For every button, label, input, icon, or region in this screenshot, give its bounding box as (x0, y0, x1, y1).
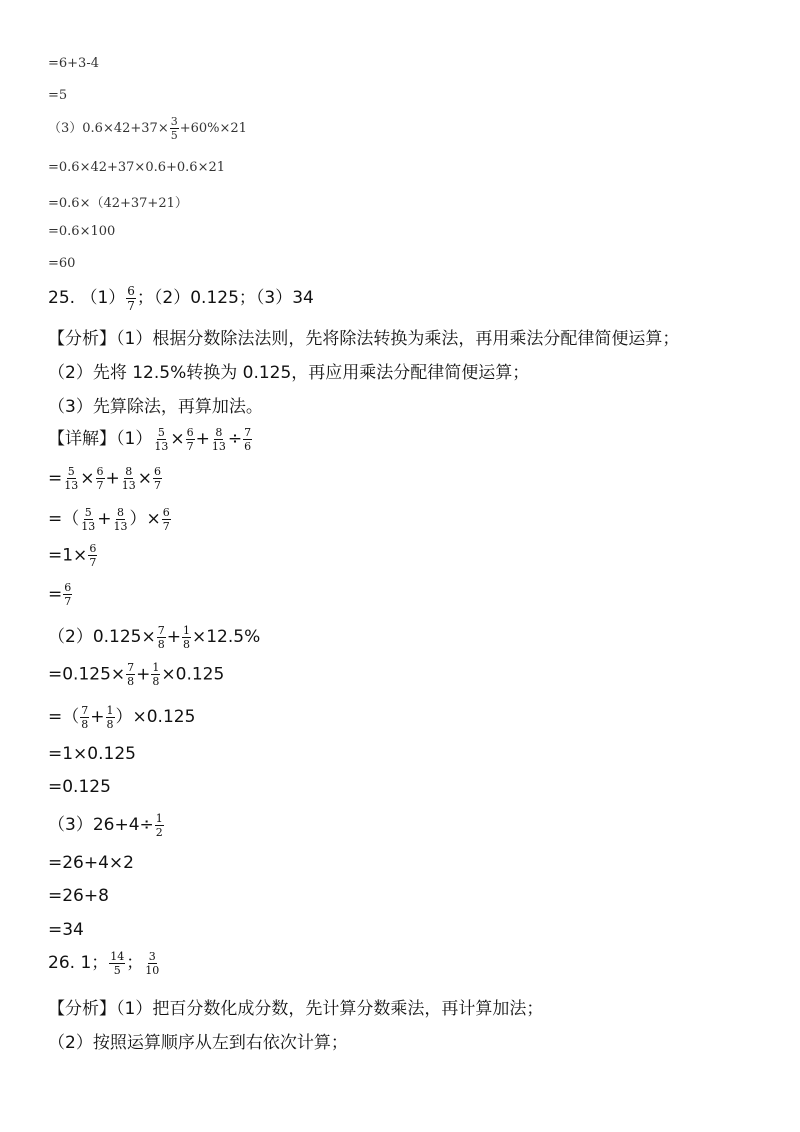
fraction: $\frac{7}{8}$ (81, 703, 89, 731)
fraction: $\frac{3}{10}$ (145, 949, 160, 977)
step-line: =1× $\frac{6}{7}$ (48, 542, 97, 569)
analysis-text: （3）先算除法，再算加法。 (48, 397, 263, 417)
step-line: = $\frac{5}{13}$ × $\frac{6}{7}$ + $\frac{8}{13}$ × $\frac{6}{7}$ (48, 465, 161, 492)
step-line: =0.6×42+37×0.6+0.6×21 (48, 160, 226, 175)
step-line: =1×0.125 (48, 744, 136, 764)
step-line: =0.125 (48, 777, 111, 797)
analysis-text: 【分析】（1）根据分数除法法则，先将除法转换为乘法，再用乘法分配律简便运算； (48, 329, 680, 349)
fraction: $\frac{8}{13}$ (113, 505, 128, 533)
step-line: =0.6×100 (48, 224, 116, 239)
analysis-text: （2）按照运算顺序从左到右依次计算； (48, 1033, 348, 1053)
fraction: $\frac{6}{7}$ (64, 581, 72, 608)
detail-heading: 【详解】（1） $\frac{5}{13}$ × $\frac{6}{7}$ + $\frac{8}{13}$ ÷ $\frac{7}{6}$ (48, 425, 252, 453)
step-line: =6+3-4 (48, 56, 99, 71)
step-line: （2）0.125× $\frac{7}{8}$ + $\frac{1}{8}$ ×12.5% (48, 623, 261, 651)
fraction: $\frac{3}{5}$ (170, 115, 178, 142)
step-line: =26+4×2 (48, 853, 134, 873)
fraction: $\frac{8}{13}$ (211, 425, 226, 453)
step-line: =26+8 (48, 886, 109, 906)
fraction: $\frac{5}{13}$ (81, 505, 96, 533)
step-line: = $\frac{6}{7}$ (48, 581, 72, 608)
analysis-text: （2）先将 12.5%转换为 0.125，再应用乘法分配律简便运算； (48, 363, 530, 383)
fraction: $\frac{7}{8}$ (157, 623, 165, 651)
step-line: =34 (48, 920, 84, 940)
fraction: $\frac{5}{13}$ (64, 465, 79, 492)
fraction: $\frac{5}{13}$ (154, 425, 169, 453)
step-line: =0.6×（42+37+21） (48, 196, 188, 211)
step-line: =（ $\frac{7}{8}$ + $\frac{1}{8}$ ）×0.125 (48, 703, 196, 731)
answer-25: 25. （1） $\frac{6}{7}$ ；（2）0.125；（3）34 (48, 283, 314, 313)
step-line: （3）0.6×42+37× $\frac{3}{5}$ +60%×21 (48, 115, 247, 142)
step-line: （3）26+4÷ $\frac{1}{2}$ (48, 811, 163, 839)
fraction: $\frac{14}{5}$ (110, 949, 125, 977)
fraction: $\frac{7}{8}$ (127, 661, 135, 688)
fraction: $\frac{1}{8}$ (106, 703, 114, 731)
fraction: $\frac{1}{8}$ (152, 661, 160, 688)
analysis-text: 【分析】（1）把百分数化成分数，先计算分数乘法，再计算加法； (48, 999, 544, 1019)
fraction: $\frac{8}{13}$ (121, 465, 136, 492)
step-line: =5 (48, 88, 68, 103)
answer-26: 26. 1； $\frac{14}{5}$ ； $\frac{3}{10}$ (48, 949, 160, 977)
step-line: =0.125× $\frac{7}{8}$ + $\frac{1}{8}$ ×0.125 (48, 661, 225, 688)
fraction: $\frac{6}{7}$ (186, 425, 194, 453)
step-line: =60 (48, 256, 76, 271)
fraction: $\frac{1}{2}$ (155, 811, 163, 839)
fraction: $\frac{6}{7}$ (162, 505, 170, 533)
step-line: =（ $\frac{5}{13}$ + $\frac{8}{13}$ ）× $\frac{6}{7}$ (48, 505, 170, 533)
fraction: $\frac{6}{7}$ (154, 465, 161, 492)
fraction: $\frac{7}{6}$ (244, 425, 252, 453)
fraction: $\frac{1}{8}$ (182, 623, 190, 651)
fraction: $\frac{6}{7}$ (89, 542, 97, 569)
fraction: $\frac{6}{7}$ (127, 283, 135, 313)
fraction: $\frac{6}{7}$ (96, 465, 104, 492)
